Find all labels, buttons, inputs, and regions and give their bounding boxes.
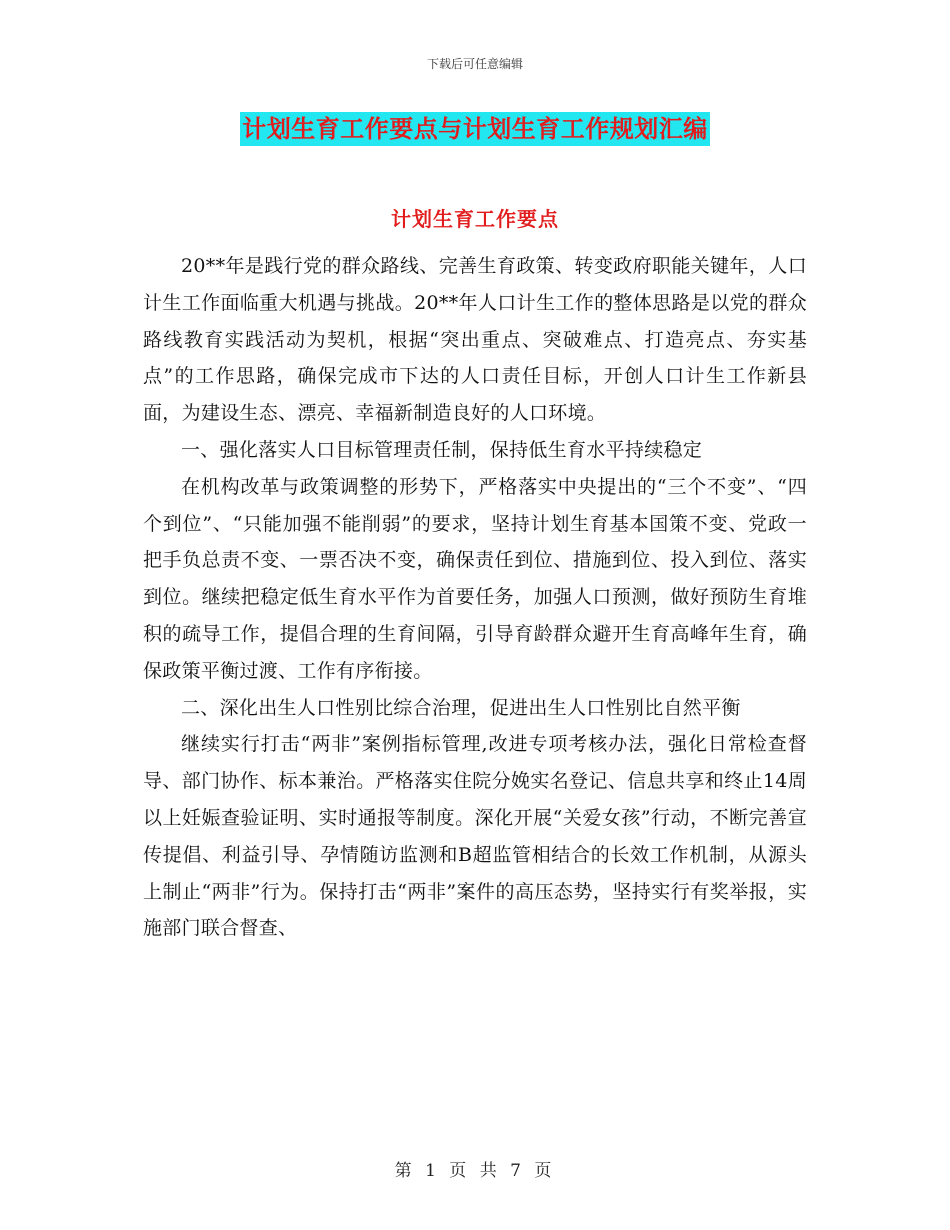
main-title: 计划生育工作要点与计划生育工作规划汇编 bbox=[240, 112, 710, 146]
page-header-note: 下载后可任意编辑 bbox=[426, 57, 523, 71]
paragraph-two: 继续实行打击“两非”案例指标管理,改进专项考核办法，强化日常检查督导、部门协作、标本兼治。严格落实住院分娩实名登记、信息共享和终止14周以上妊娠查验证明、实时通报等制度。深化开展“关爱女孩”行动，不断完善宣传提倡、利益引导、孕情随访监测和B超监管相结合的长效工作机制，从源头上制止“两非”行为。保持打击“两非”案件的高压态势，坚持实行有奖举报，实施部门联合督查、 bbox=[143, 733, 807, 940]
paragraph-intro: 20**年是践行党的群众路线、完善生育政策、转变政府职能关键年，人口计生工作面临重大机遇与挑战。20**年人口计生工作的整体思路是以党的群众路线教育实践活动为契机，根据“突出重点、突破难点、打造亮点、夯实基点”的工作思路，确保完成市下达的人口责任目标，开创人口计生工作新县面，为建设生态、漂亮、幸福新制造良好的人口环境。 bbox=[143, 255, 807, 425]
document-body bbox=[143, 248, 807, 947]
heading-one: 一、强化落实人口目标管理责任制，保持低生育水平持续稳定 bbox=[181, 438, 703, 461]
paragraph-one: 在机构改革与政策调整的形势下，严格落实中央提出的“三个不变”、“四个到位”、“只能加强不能削弱”的要求，坚持计划生育基本国策不变、党政一把手负总责不变、一票否决不变，确保责任到位、措施到位、投入到位、落实到位。继续把稳定低生育水平作为首要任务，加强人口预测，做好预防生育堆积的疏导工作，提倡合理的生育间隔，引导育龄群众避开生育高峰年生育，确保政策平衡过渡、工作有序衔接。 bbox=[143, 475, 807, 682]
heading-two: 二、深化出生人口性别比综合治理，促进出生人口性别比自然平衡 bbox=[181, 696, 741, 719]
section-title: 计划生育工作要点 bbox=[391, 207, 559, 231]
main-title-container bbox=[0, 112, 950, 146]
page-number: 第 1 页 共 7 页 bbox=[394, 1161, 556, 1181]
